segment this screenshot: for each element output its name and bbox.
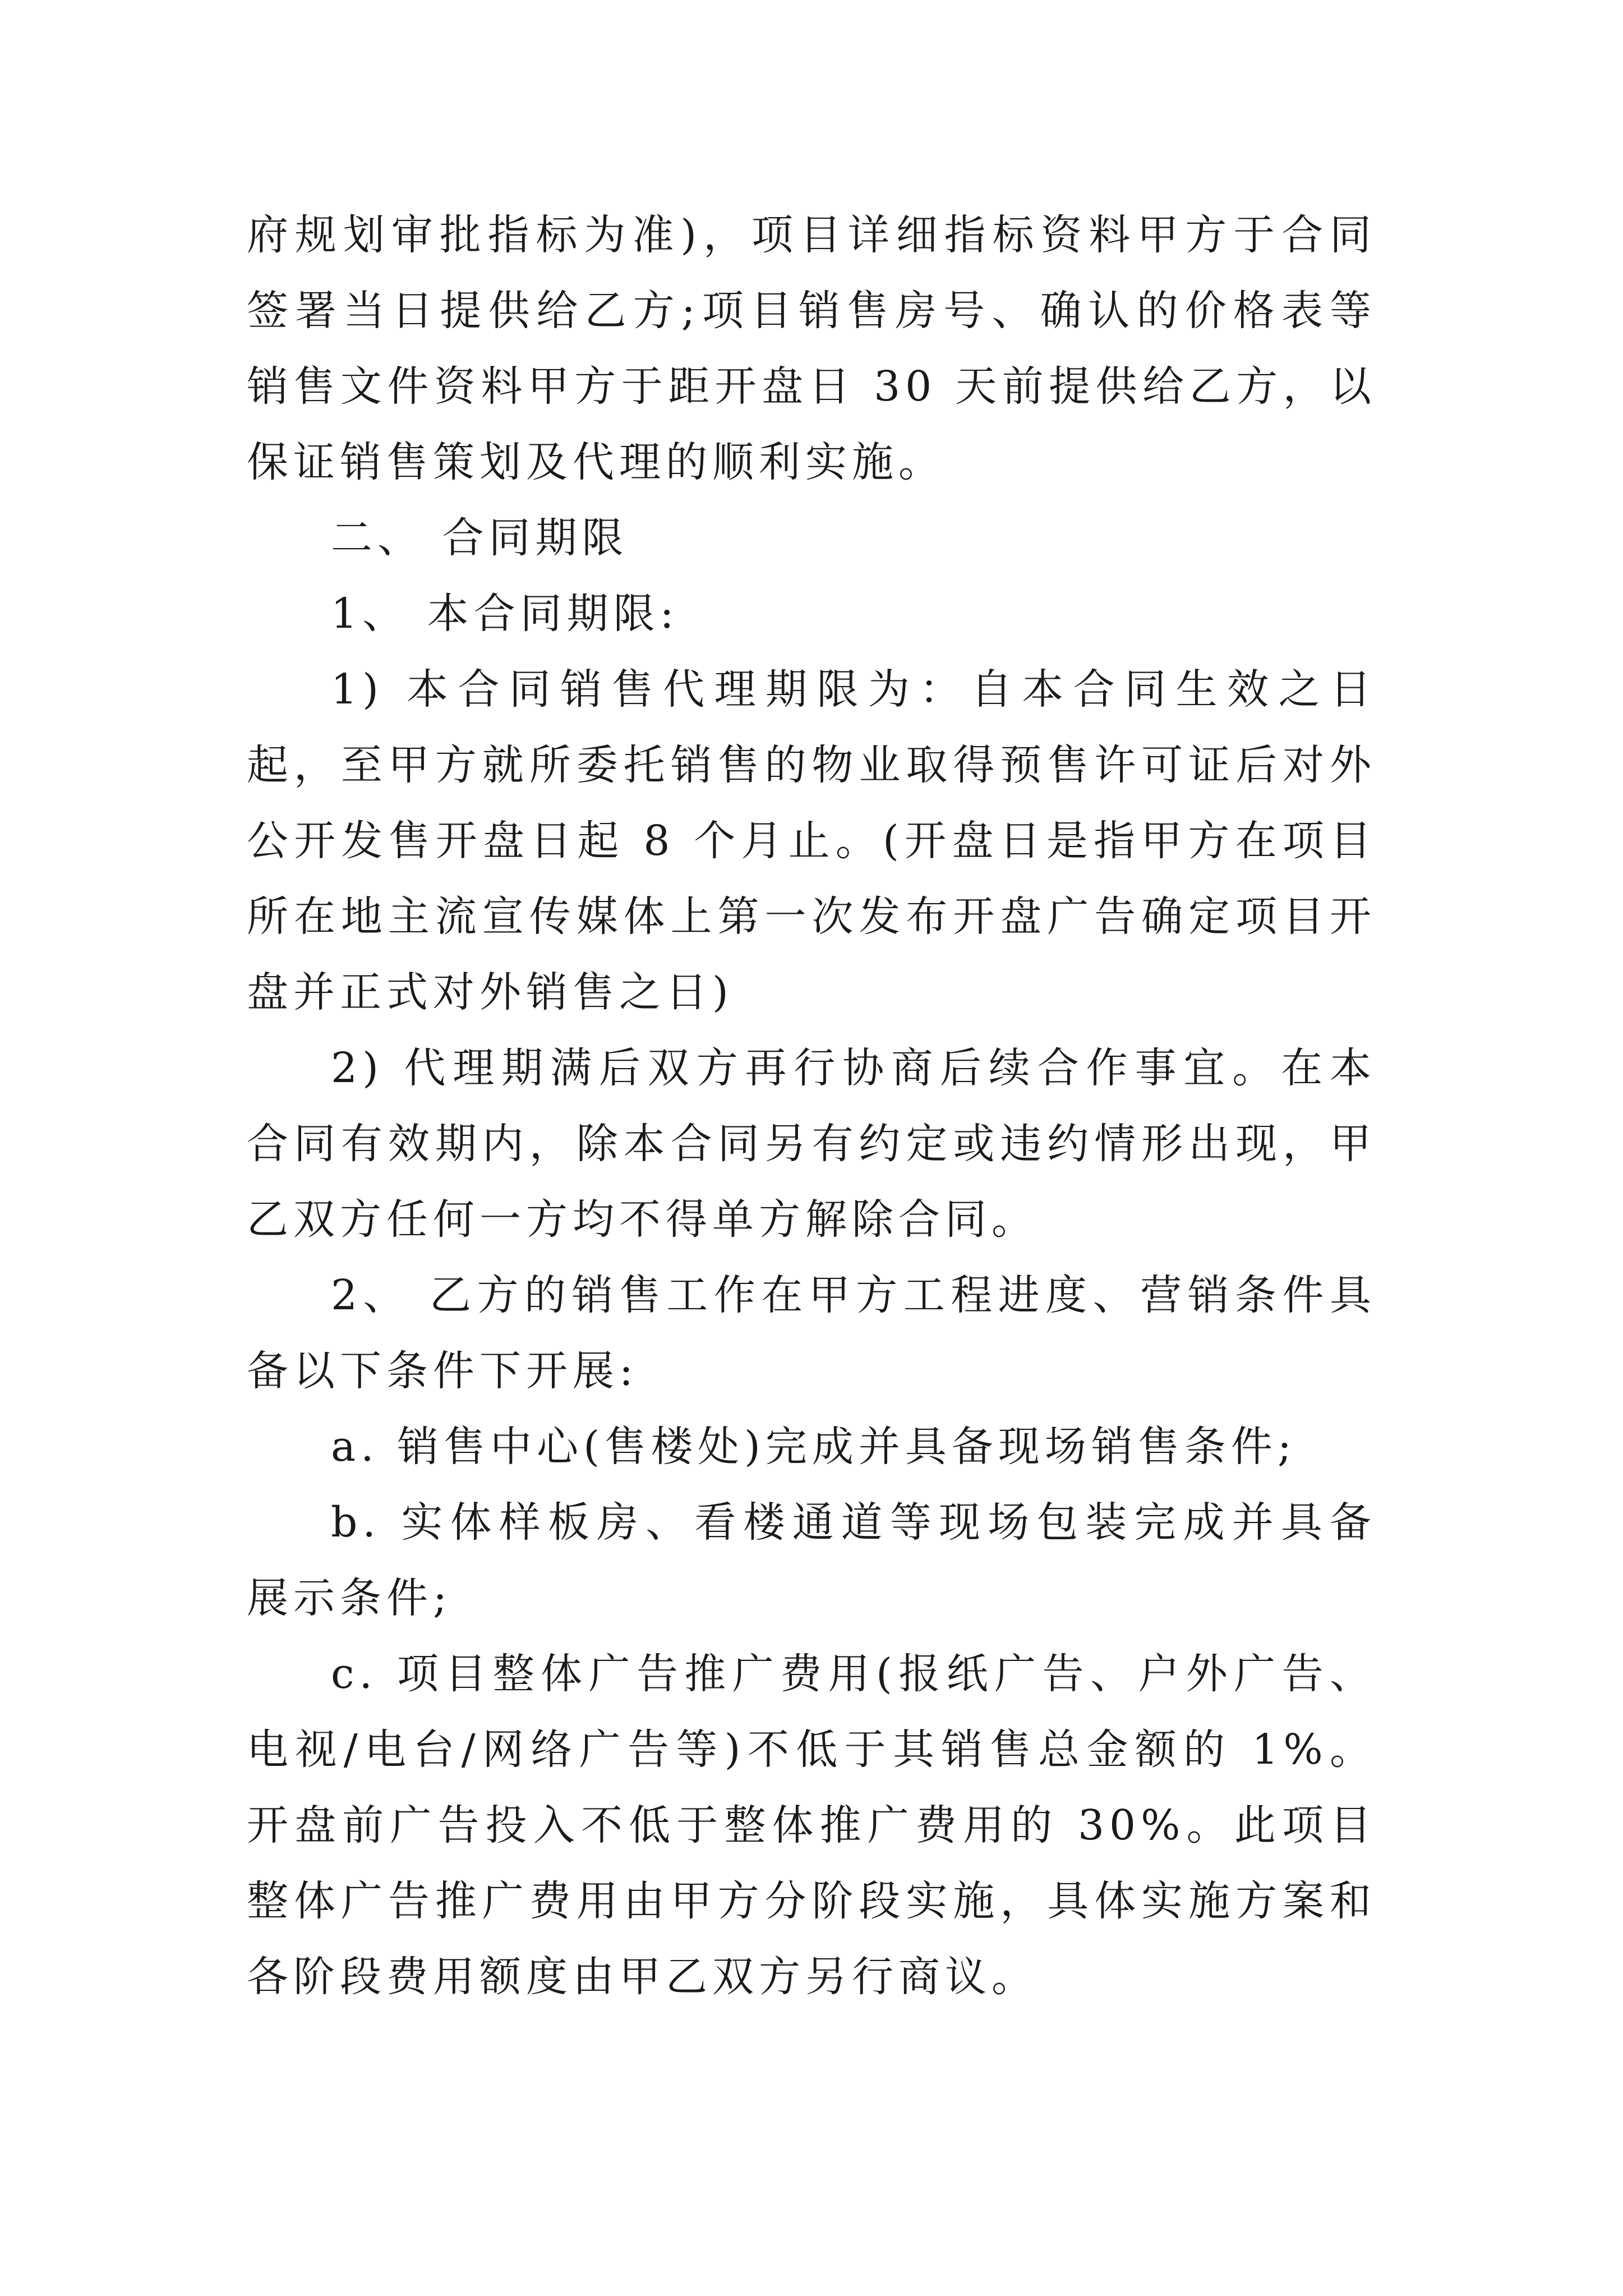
condition-a-sales-center: a. 销售中心(售楼处)完成并具备现场销售条件; [331,1423,1297,1471]
paragraph-approval-indicators: 府规划审批指标为准)，项目详细指标资料甲方于合同签署当日提供给乙方;项目销售房号、确认的价格表等销售文件资料甲方于距开盘日 30 天前提供给乙方，以保证销售策划及代理的顺利实施。 [247,211,1376,486]
condition-c-advertising: c. 项目整体广告推广费用(报纸广告、户外广告、电视/电台/网络广告等)不低于其销售总金额的 1%。开盘前广告投入不低于整体推广费用的 30%。此项目整体广告推广费用由甲方分阶段实施，具体实施方案和各阶段费用额度由甲乙双方另行商议。 [247,1650,1376,2001]
clause-1-1-agency-period: 1) 本合同销售代理期限为：自本合同生效之日起，至甲方就所委托销售的物业取得预售许可证后对外公开发售开盘日起 8 个月止。(开盘日是指甲方在项目所在地主流宣传媒体上第一次发布开盘广告确定项目开盘并正式对外销售之日) [247,665,1376,1016]
clause-2-sales-conditions: 2、 乙方的销售工作在甲方工程进度、营销条件具备以下条件下开展: [247,1271,1376,1395]
clause-1-2-expiry-negotiation: 2) 代理期满后双方再行协商后续合作事宜。在本合同有效期内，除本合同另有约定或违约情形出现，甲乙双方任何一方均不得单方解除合同。 [247,1044,1376,1244]
heading-contract-term: 二、 合同期限 [331,514,629,562]
document-body [247,197,1376,2015]
clause-1-term-title: 1、 本合同期限: [331,590,679,638]
condition-b-showroom: b. 实体样板房、看楼通道等现场包装完成并具备展示条件; [247,1498,1376,1622]
